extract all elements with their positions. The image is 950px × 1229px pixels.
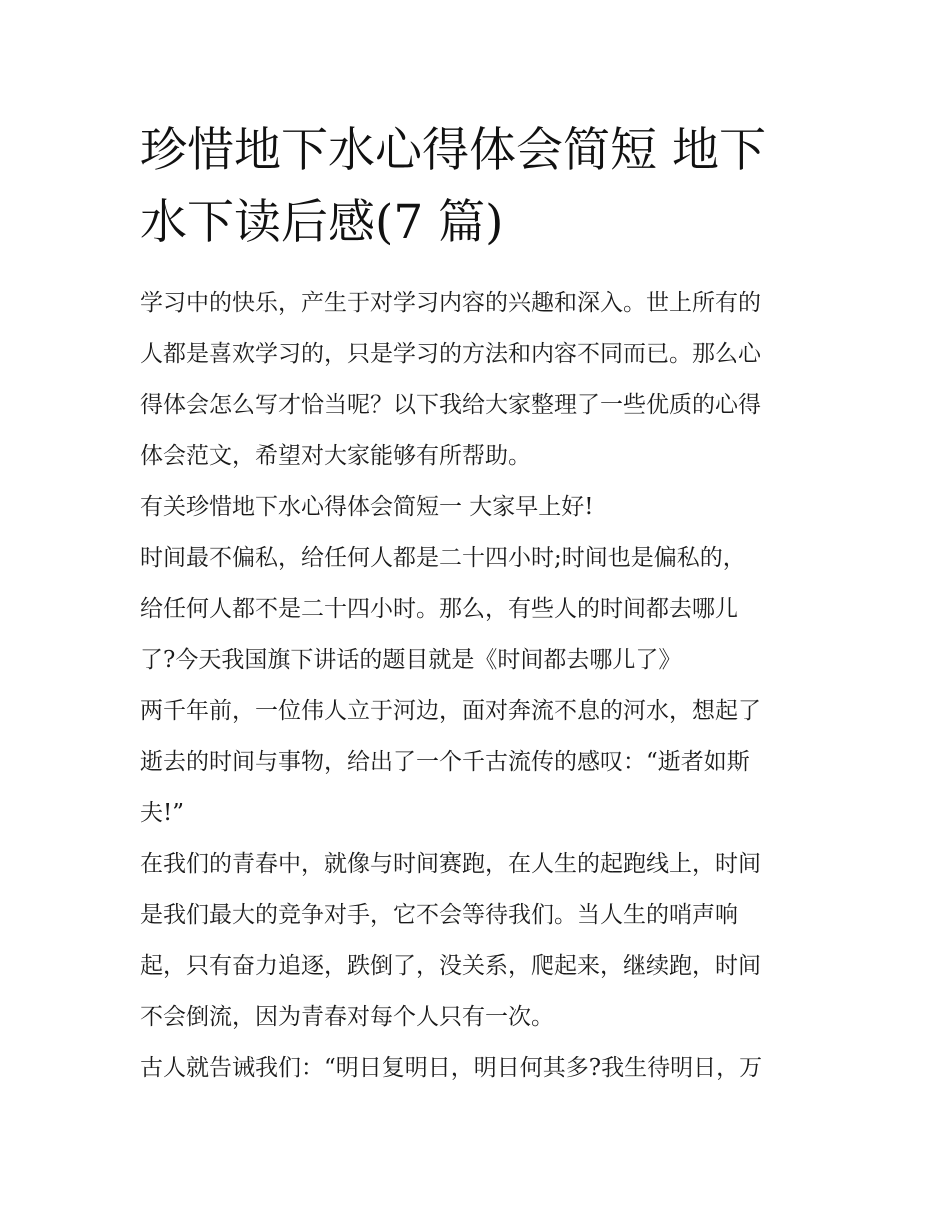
title-line-2: 水下读后感(7 篇) bbox=[140, 195, 504, 250]
body-line: 时间最不偏私，给任何人都是二十四小时;时间也是偏私的， bbox=[140, 545, 746, 571]
body-line: 体会范文，希望对大家能够有所帮助。 bbox=[140, 443, 531, 469]
body-line: 在我们的青春中，就像与时间赛跑，在人生的起跑线上，时间 bbox=[140, 851, 761, 877]
body-line: 古人就告诫我们：“明日复明日，明日何其多?我生待明日，万 bbox=[140, 1055, 763, 1081]
body-line: 学习中的快乐，产生于对学习内容的兴趣和深入。世上所有的 bbox=[140, 290, 761, 316]
document-title bbox=[140, 115, 820, 259]
title-line-1: 珍惜地下水心得体会简短 地下 bbox=[140, 123, 766, 178]
body-line: 夫!” bbox=[140, 800, 185, 826]
body-line: 给任何人都不是二十四小时。那么，有些人的时间都去哪儿 bbox=[140, 596, 738, 622]
body-line: 人都是喜欢学习的，只是学习的方法和内容不同而已。那么心 bbox=[140, 341, 761, 367]
body-line: 了?今天我国旗下讲话的题目就是《时间都去哪儿了》 bbox=[140, 647, 682, 673]
document-body bbox=[140, 278, 820, 1094]
body-line: 逝去的时间与事物，给出了一个千古流传的感叹：“逝者如斯 bbox=[140, 749, 750, 775]
body-line: 得体会怎么写才恰当呢？以下我给大家整理了一些优质的心得 bbox=[140, 392, 761, 418]
body-line: 两千年前，一位伟人立于河边，面对奔流不息的河水，想起了 bbox=[140, 698, 761, 724]
body-line: 是我们最大的竞争对手，它不会等待我们。当人生的哨声响 bbox=[140, 902, 738, 928]
section-heading: 有关珍惜地下水心得体会简短一 大家早上好! bbox=[140, 494, 594, 520]
body-line: 不会倒流，因为青春对每个人只有一次。 bbox=[140, 1004, 554, 1030]
body-line: 起，只有奋力追逐，跌倒了，没关系，爬起来，继续跑，时间 bbox=[140, 953, 761, 979]
